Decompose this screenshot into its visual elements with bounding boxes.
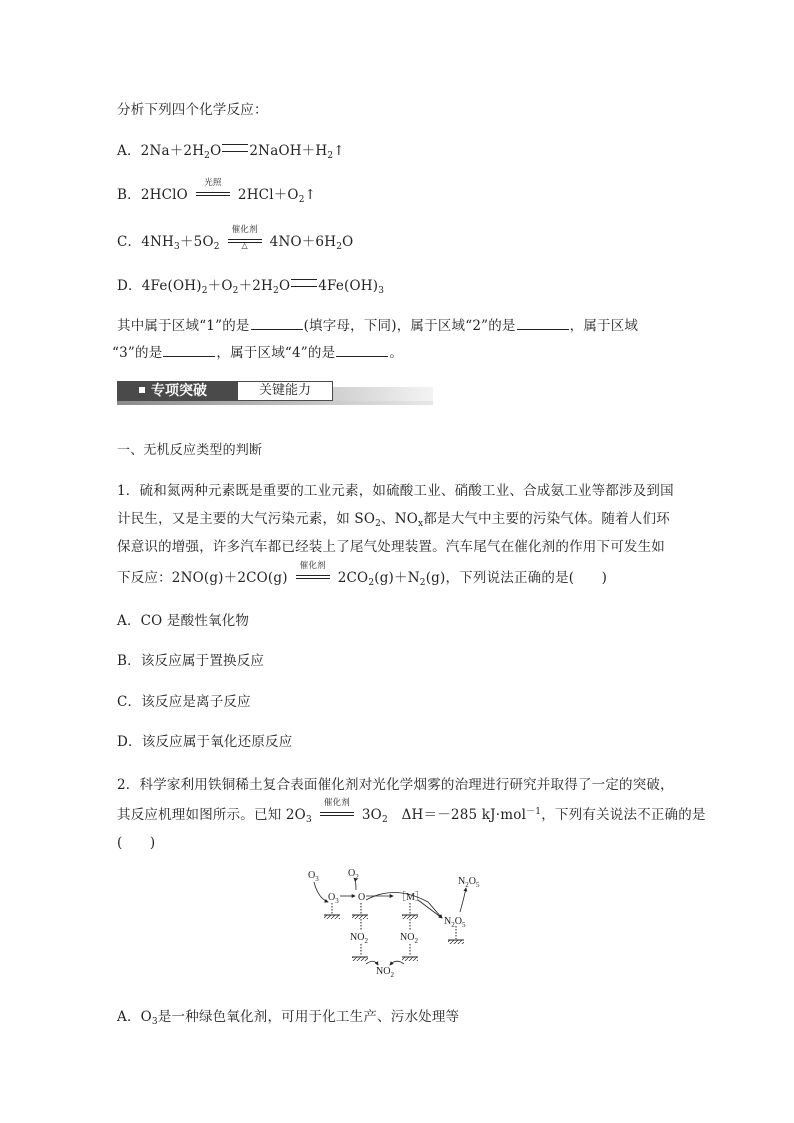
equals-sign <box>291 279 317 287</box>
answer-blank[interactable] <box>517 317 569 330</box>
answer-blank[interactable] <box>336 344 388 357</box>
n2o5-top-label: $N_2O_5$ <box>458 876 480 889</box>
q2-option-a[interactable]: A．$O_3$是一种绿色氧化剂，可用于化工生产、污水处理等 <box>117 1009 460 1027</box>
reaction-mechanism-diagram <box>300 862 500 982</box>
q1-line-3: 保意识的增强，许多汽车都已经装上了尾气处理装置。汽车尾气在催化剂的作用下可发生如 <box>117 539 665 555</box>
question-text: 。 <box>389 345 404 361</box>
reaction-d-right: 4Fe(OH) <box>318 278 379 294</box>
q2-line-3: ( ) <box>117 835 156 851</box>
reaction-b: B．2HClO 光照 $2HCl+O_2↑$ <box>117 178 317 205</box>
up-arrow-icon: ↑ <box>304 187 317 203</box>
equals-sign <box>222 144 248 152</box>
answer-blank[interactable] <box>251 317 303 330</box>
o3-label: $O_3$ <box>308 870 319 883</box>
reaction-d-mid3: O <box>278 278 291 294</box>
reaction-a-label: A． <box>117 143 141 159</box>
o2-label: $O_2$ <box>348 868 359 881</box>
square-icon <box>139 387 145 393</box>
reaction-a-left2: O <box>210 143 222 159</box>
section-heading: 一、无机反应类型的判断 <box>117 443 263 458</box>
no2-label-b: $NO_2$ <box>400 932 418 945</box>
reaction-a: A．$2Na+2H_2O$ $2NaOH+H_2↑$ <box>117 143 345 161</box>
m-label: ［M］ <box>396 892 425 903</box>
q1-line-1: 1．硫和氮两种元素既是重要的工业元素，如硫酸工业、硝酸工业、合成氨工业等都涉及到国 <box>117 483 674 499</box>
reaction-d-left: 4Fe(OH) <box>141 278 202 294</box>
question-text: ，属于区域“4”的是 <box>216 345 336 361</box>
reaction-condition <box>196 178 230 203</box>
reaction-c-label: C． <box>117 234 142 250</box>
up-arrow-icon: ↑ <box>333 143 345 159</box>
question-line-2 <box>112 341 403 361</box>
q1-line-2: 计民生，又是主要的大气污染元素，如 $SO_2$、$NO_x$都是大气中主要的污染气体。随着人们环 <box>117 511 670 529</box>
reaction-c: C．$4NH_3+5O_2$ 催化剂 △ $4NO+6H_2O$ <box>117 225 354 252</box>
reaction-c-right: 4NO＋6H <box>269 234 337 250</box>
condition-label: 光照 <box>204 178 222 188</box>
reaction-b-left: 2HClO <box>140 187 188 203</box>
heat-symbol: △ <box>241 241 248 250</box>
n2o5-mid-label: $N_2O_5$ <box>444 916 466 929</box>
reaction-b-right: 2HCl＋O <box>237 187 299 203</box>
q1-option-b[interactable]: B．该反应属于置换反应 <box>117 653 265 669</box>
o3-adsorbed-label: $O_3$ <box>328 892 339 905</box>
banner-light-label: 关键能力 <box>237 381 333 401</box>
reaction-a-right: 2NaOH＋H <box>249 143 328 159</box>
answer-blank[interactable] <box>163 344 215 357</box>
section-banner <box>117 381 433 405</box>
question-text: “3”的是 <box>112 345 163 361</box>
no2-label-a: $NO_2$ <box>350 932 368 945</box>
question-line-1 <box>117 314 638 334</box>
banner-dark-label: 专项突破 <box>117 381 237 401</box>
question-text: 其中属于区域“1”的是 <box>117 318 250 334</box>
reaction-condition: 催化剂 <box>296 568 330 586</box>
reaction-c-right2: O <box>342 234 354 250</box>
catalyst-surface <box>324 915 464 961</box>
q1-line-4: 下反应：2NO(g)＋2CO(g) 催化剂 $2CO_2(g)+N_2(g)$，下列说法正确的是( ) <box>117 561 608 588</box>
reaction-d: D．$4Fe(OH)_2+O_2+2H_2O$ $4Fe(OH)_3$ <box>117 278 385 296</box>
q2-line-1: 2．科学家利用铁铜稀土复合表面催化剂对光化学烟雾的治理进行研究并取得了一定的突破， <box>117 777 674 793</box>
intro-text: 分析下列四个化学反应： <box>117 102 268 118</box>
q1-option-d[interactable]: D．该反应属于氧化还原反应 <box>117 734 293 750</box>
q1-option-c[interactable]: C．该反应是离子反应 <box>117 694 251 710</box>
reaction-a-left: 2Na＋2H <box>140 143 205 159</box>
q1-option-a[interactable]: A．CO 是酸性氧化物 <box>117 613 250 629</box>
reaction-c-mid: ＋5O <box>179 234 214 250</box>
reaction-condition <box>228 225 262 250</box>
reaction-c-left: 4NH <box>141 234 175 250</box>
question-text: (填字母，下同)，属于区域“2”的是 <box>303 318 516 334</box>
reaction-d-label: D． <box>117 278 142 294</box>
no2-label-c: $NO_2$ <box>376 966 394 979</box>
q2-line-2: 其反应机理如图所示。已知 $2O_3$ 催化剂 $3O_2$ ΔH＝－285 kJ·mol$^{-1}$，下列有关说法不正确的是 <box>117 798 706 825</box>
reaction-condition: 催化剂 <box>320 805 354 823</box>
reaction-b-label: B． <box>117 187 141 203</box>
o-label: O <box>358 892 366 903</box>
question-text: ，属于区域 <box>569 318 639 334</box>
condition-label: 催化剂 <box>231 225 258 235</box>
reaction-d-mid: ＋O <box>207 278 233 294</box>
reaction-d-mid2: ＋2H <box>238 278 274 294</box>
